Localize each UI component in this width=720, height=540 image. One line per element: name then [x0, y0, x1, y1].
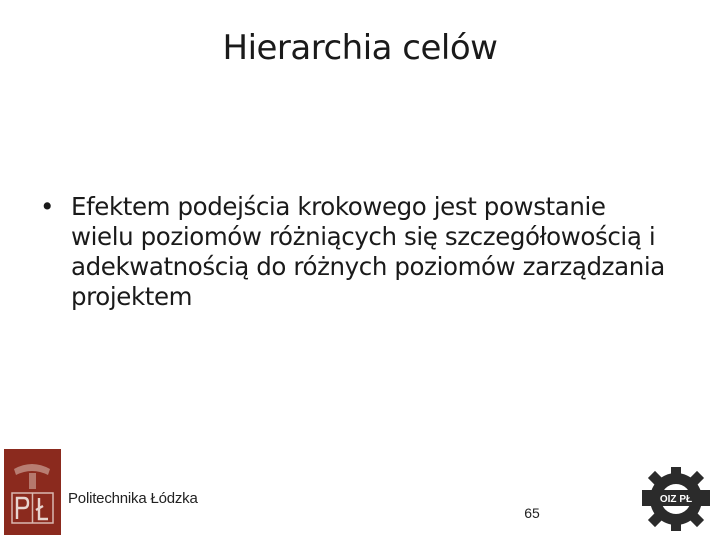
page-number: 65	[524, 505, 540, 521]
gear-logo-icon	[636, 463, 716, 535]
svg-text:OIZ PŁ: OIZ PŁ	[659, 494, 693, 505]
bullet-text: Efektem podejścia krokowego jest powstanie wielu poziomów różniących się szczegółowością i adekwatnością do różnych poziomów zarządzania projektem	[71, 192, 665, 311]
slide-title: Hierarchia celów	[222, 28, 498, 68]
university-emblem-icon	[4, 449, 61, 535]
bullet-list	[40, 192, 670, 312]
university-name: Politechnika Łódzka	[68, 490, 198, 507]
university-logo	[4, 449, 204, 535]
bullet-item	[40, 192, 670, 312]
bullet-symbol: •	[40, 192, 55, 221]
